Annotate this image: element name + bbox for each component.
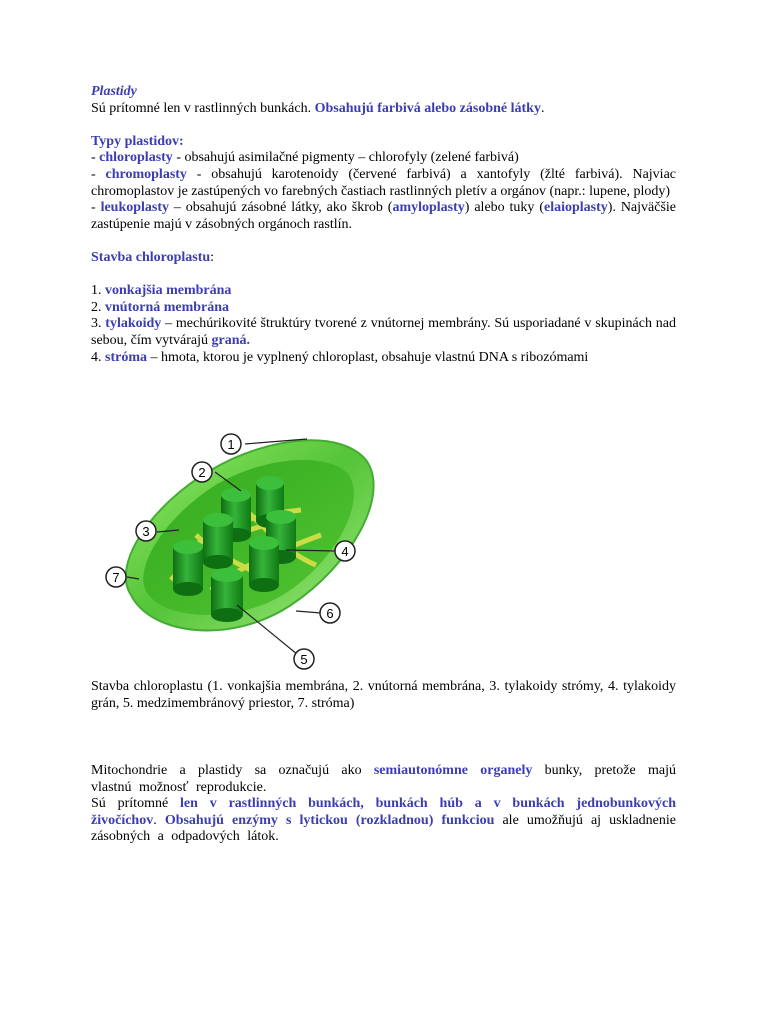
structure-item-1: [91, 283, 676, 300]
chromo-desc: - obsahujú karotenoidy (červené farbivá) a xantofyly (žlté farbivá). Najviac chromoplastov je zastúpených vo farebných častiach rastlinných pletív a orgánov (napr.: lupene, plody): [91, 166, 677, 199]
callout-label: 4: [341, 544, 349, 559]
highlight-function: Obsahujú enzýmy s lytickou (rozkladnou) funkciou: [164, 812, 495, 828]
structure-title: Stavba chloroplastu: [91, 249, 211, 265]
text: Sú prítomné: [91, 796, 181, 812]
item-number: 4.: [91, 349, 105, 365]
chloro-desc: - obsahujú asimilačné pigmenty – chlorofyly (zelené farbivá): [172, 150, 519, 166]
dash: -: [91, 200, 101, 216]
term-elaioplasty: elaioplasty: [543, 200, 608, 216]
lysosome-paragraph: [91, 796, 676, 846]
structure-item-4: [91, 350, 676, 367]
text: ale umožňujú aj uskladnenie zásobných a odpadových látok.: [91, 812, 676, 845]
term-semiautonomne-organely: semiautonómne organely: [373, 763, 533, 778]
term-vonkajsia-membrana: vonkajšia membrána: [105, 283, 232, 299]
item-number: 2.: [91, 299, 105, 315]
callout-label: 5: [300, 652, 308, 667]
figure-caption: Stavba chloroplastu (1. vonkajšia membrána, 2. vnútorná membrána, 3. tylakoidy strómy, 4. tylakoidy grán, 5. medzimembránový priestor, 7. stróma): [91, 679, 676, 711]
callout-7: [106, 567, 126, 587]
text: .: [153, 812, 165, 828]
callout-label: 2: [198, 465, 206, 480]
callout-3: [136, 521, 156, 541]
granum: [211, 568, 243, 622]
structure-title-line: [91, 250, 676, 267]
term-vnutorna-membrana: vnútorná membrána: [105, 299, 230, 315]
intro-highlight: Obsahujú farbivá alebo zásobné látky: [314, 100, 541, 116]
type-chromoplasty: [91, 167, 676, 200]
term-chromoplasty: chromoplasty: [105, 166, 187, 182]
stroma-desc: – hmota, ktorou je vyplnený chloroplast, obsahuje vlastnú DNA s ribozómami: [147, 349, 589, 365]
chloroplast-diagram: [91, 415, 391, 675]
leuko-desc-2: ) alebo tuky (: [464, 200, 544, 216]
granum: [249, 536, 279, 592]
intro-text: Sú prítomné len v rastlinných bunkách.: [91, 100, 312, 116]
callout-label: 1: [227, 437, 235, 452]
term-leukoplasty: leukoplasty: [100, 200, 170, 216]
type-chloroplasty: [91, 150, 676, 167]
dash: -: [91, 150, 100, 166]
callout-6: [320, 603, 340, 623]
colon: :: [210, 249, 215, 265]
callout-label: 7: [112, 570, 120, 585]
leuko-desc-1: – obsahujú zásobné látky, ako škrob (: [169, 200, 393, 216]
term-amyloplasty: amyloplasty: [392, 200, 465, 216]
type-leukoplasty: [91, 200, 676, 233]
leuko-desc-3: ). Najväčšie zastúpenie majú v zásobných orgánoch rastlín.: [91, 200, 677, 232]
granum: [203, 513, 233, 569]
closing-section: [91, 763, 676, 846]
callout-label: 6: [326, 606, 334, 621]
granum: [173, 540, 203, 596]
term-stroma: stróma: [105, 349, 147, 365]
item-number: 1.: [91, 283, 105, 299]
structure-item-2: [91, 300, 676, 317]
callout-2: [192, 462, 212, 482]
text: bunky, pretože majú vlastnú možnosť reprodukcie.: [91, 763, 676, 795]
document-body: [91, 84, 676, 366]
intro-end: .: [540, 100, 545, 116]
callout-5: [294, 649, 314, 669]
term-tylakoidy: tylakoidy: [105, 316, 162, 332]
tylakoidy-desc: – mechúrikovité štruktúry tvorené z vnútornej membrány. Sú usporiadané v skupinách nad sebou, čím vytvárajú: [91, 316, 676, 348]
text: Mitochondrie a plastidy sa označujú ako: [91, 763, 374, 778]
highlight-location: len v rastlinných bunkách, bunkách húb a v bunkách jednobunkových živočíchov: [91, 796, 676, 828]
callout-label: 3: [142, 524, 150, 539]
callout-1: [221, 434, 241, 454]
term-grana: graná.: [211, 332, 251, 348]
types-title: Typy plastidov:: [91, 133, 184, 149]
intro-paragraph: [91, 101, 676, 118]
section-heading-plastidy: Plastidy: [91, 84, 137, 99]
term-chloroplasty: chloroplasty: [99, 150, 173, 166]
semiautonomous-paragraph: [91, 763, 676, 796]
callout-4: [335, 541, 355, 561]
dash: -: [91, 166, 106, 182]
structure-item-3: [91, 316, 676, 349]
item-number: 3.: [91, 316, 106, 332]
